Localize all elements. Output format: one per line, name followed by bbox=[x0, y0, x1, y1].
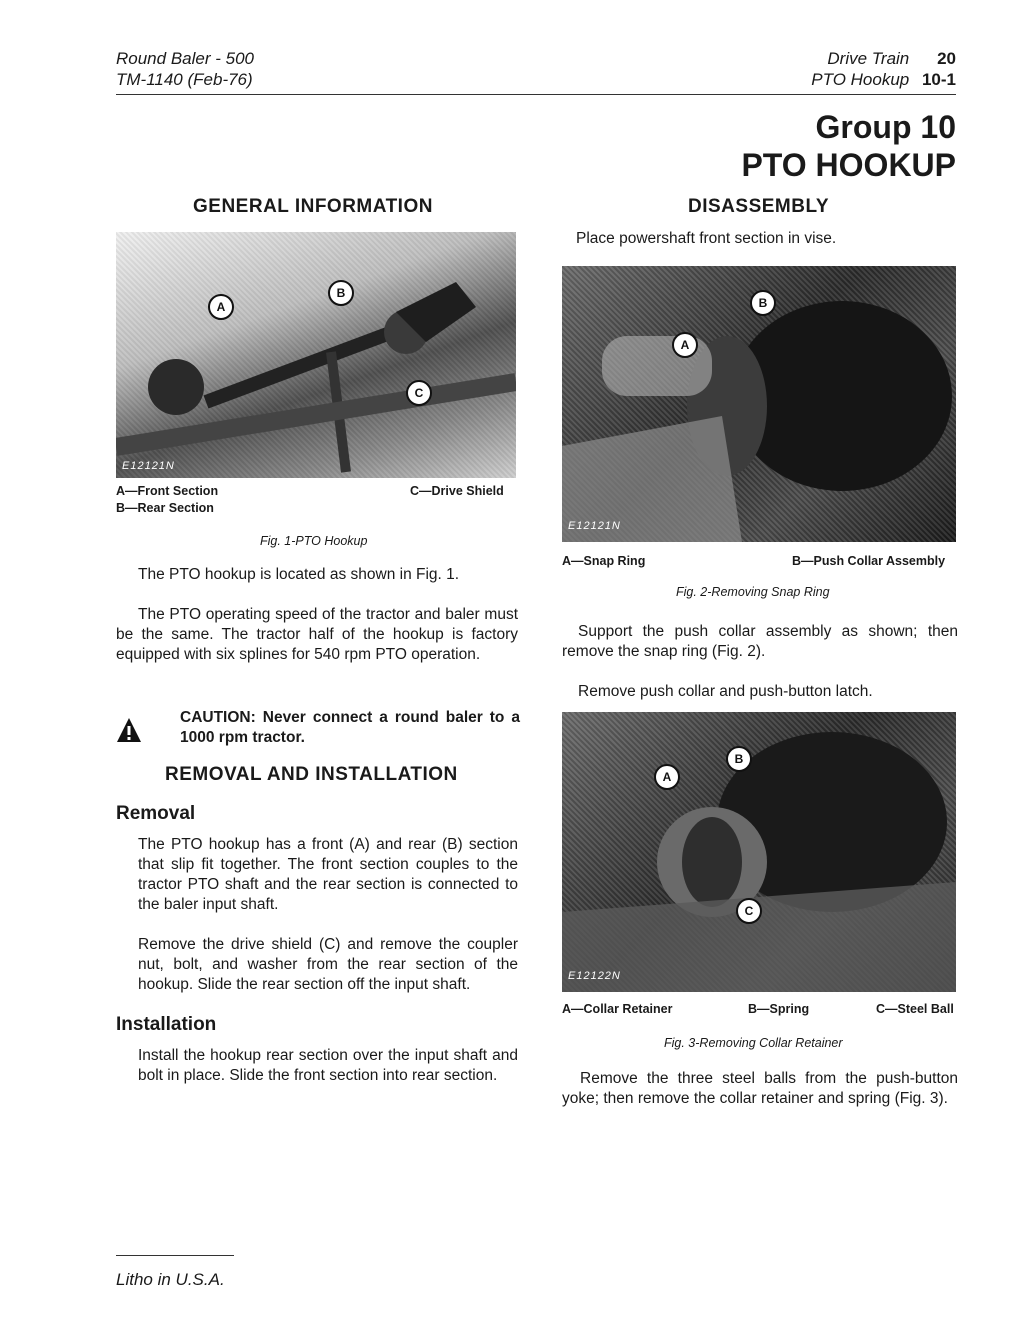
warning-triangle-icon bbox=[116, 717, 142, 743]
header-title: Round Baler - 500 bbox=[116, 49, 254, 68]
fig1-photo bbox=[116, 232, 516, 478]
push-collar-para: Support the push collar assembly as shown; then remove the snap ring (Fig. 2). bbox=[562, 623, 958, 660]
header-subsection-label: PTO Hookup bbox=[811, 70, 910, 89]
header-manual-id: TM-1140 (Feb-76) bbox=[116, 70, 253, 89]
fig3-callout-b: B bbox=[726, 746, 752, 772]
fig2-caption: Fig. 2-Removing Snap Ring bbox=[676, 585, 830, 599]
fig1-callout-a: A bbox=[208, 294, 234, 320]
header-subsection-number: 10-1 bbox=[921, 70, 956, 89]
group-name: PTO HOOKUP bbox=[741, 147, 956, 183]
pto-shaft-illustration bbox=[116, 232, 516, 478]
header-rule bbox=[116, 94, 956, 95]
disassembly-heading: DISASSEMBLY bbox=[688, 196, 829, 217]
installation-para: Install the hookup rear section over the input shaft and bolt in place. Slide the front section into rear section. bbox=[138, 1047, 518, 1084]
removal-para-2: Remove the drive shield (C) and remove the coupler nut, bolt, and washer from the rear section of the hookup. Slide the rear section off the input shaft. bbox=[138, 936, 518, 993]
header-section-number: 20 bbox=[937, 49, 956, 68]
footer-rule bbox=[116, 1255, 234, 1256]
fig1-caption: Fig. 1-PTO Hookup bbox=[260, 534, 368, 548]
fig2-callout-a: A bbox=[672, 332, 698, 358]
fig1-callout-b: B bbox=[328, 280, 354, 306]
para-location: The PTO hookup is located as shown in Fig. 1. bbox=[138, 566, 460, 583]
group-title bbox=[741, 108, 956, 184]
fig3-label-c: C—Steel Ball bbox=[876, 1002, 954, 1016]
fig3-caption: Fig. 3-Removing Collar Retainer bbox=[664, 1036, 843, 1050]
fig1-photo-code: E12121N bbox=[122, 460, 175, 472]
removal-heading: Removal bbox=[116, 803, 196, 824]
caution-text: CAUTION: Never connect a round baler to a 1000 rpm tractor. bbox=[180, 709, 520, 746]
header-left bbox=[116, 48, 254, 90]
disassembly-para: Place powershaft front section in vise. bbox=[576, 230, 837, 247]
fig2-photo-code: E12121N bbox=[568, 520, 621, 532]
fig1-label-c: C—Drive Shield bbox=[410, 484, 504, 498]
group-number: Group 10 bbox=[815, 109, 956, 145]
fig2-callout-b: B bbox=[750, 290, 776, 316]
collar-retainer-illustration bbox=[562, 712, 956, 992]
fig3-callout-a: A bbox=[654, 764, 680, 790]
fig2-label-a: A—Snap Ring bbox=[562, 554, 646, 568]
fig3-photo bbox=[562, 712, 956, 992]
header-section-line1 bbox=[811, 48, 956, 69]
fig3-callout-c: C bbox=[736, 898, 762, 924]
steel-balls-para: Remove the three steel balls from the push-button yoke; then remove the collar retainer and spring (Fig. 3). bbox=[562, 1070, 958, 1107]
general-information-heading: GENERAL INFORMATION bbox=[193, 196, 433, 217]
footer-litho: Litho in U.S.A. bbox=[116, 1270, 225, 1289]
remove-latch-para: Remove push collar and push-button latch. bbox=[578, 683, 873, 700]
removal-para-1: The PTO hookup has a front (A) and rear (B) section that slip fit together. The front section couples to the tractor PTO shaft and the rear section is connected to the baler input shaft. bbox=[138, 836, 518, 913]
installation-heading: Installation bbox=[116, 1014, 217, 1035]
fig1-callout-c: C bbox=[406, 380, 432, 406]
fig1-label-a: A—Front Section bbox=[116, 484, 219, 498]
fig1-label-b: B—Rear Section bbox=[116, 501, 214, 515]
header-right bbox=[811, 48, 956, 90]
para-operating-speed: The PTO operating speed of the tractor and baler must be the same. The tractor half of the hookup is factory equipped with six splines for 540 rpm PTO operation. bbox=[116, 606, 518, 663]
fig3-photo-code: E12122N bbox=[568, 970, 621, 982]
removal-installation-heading: REMOVAL AND INSTALLATION bbox=[165, 764, 458, 785]
fig3-label-b: B—Spring bbox=[748, 1002, 810, 1016]
fig2-photo bbox=[562, 266, 956, 542]
fig3-label-a: A—Collar Retainer bbox=[562, 1002, 673, 1016]
header-section-line2 bbox=[811, 69, 956, 90]
header-section-label: Drive Train bbox=[827, 49, 910, 68]
fig2-label-b: B—Push Collar Assembly bbox=[792, 554, 946, 568]
